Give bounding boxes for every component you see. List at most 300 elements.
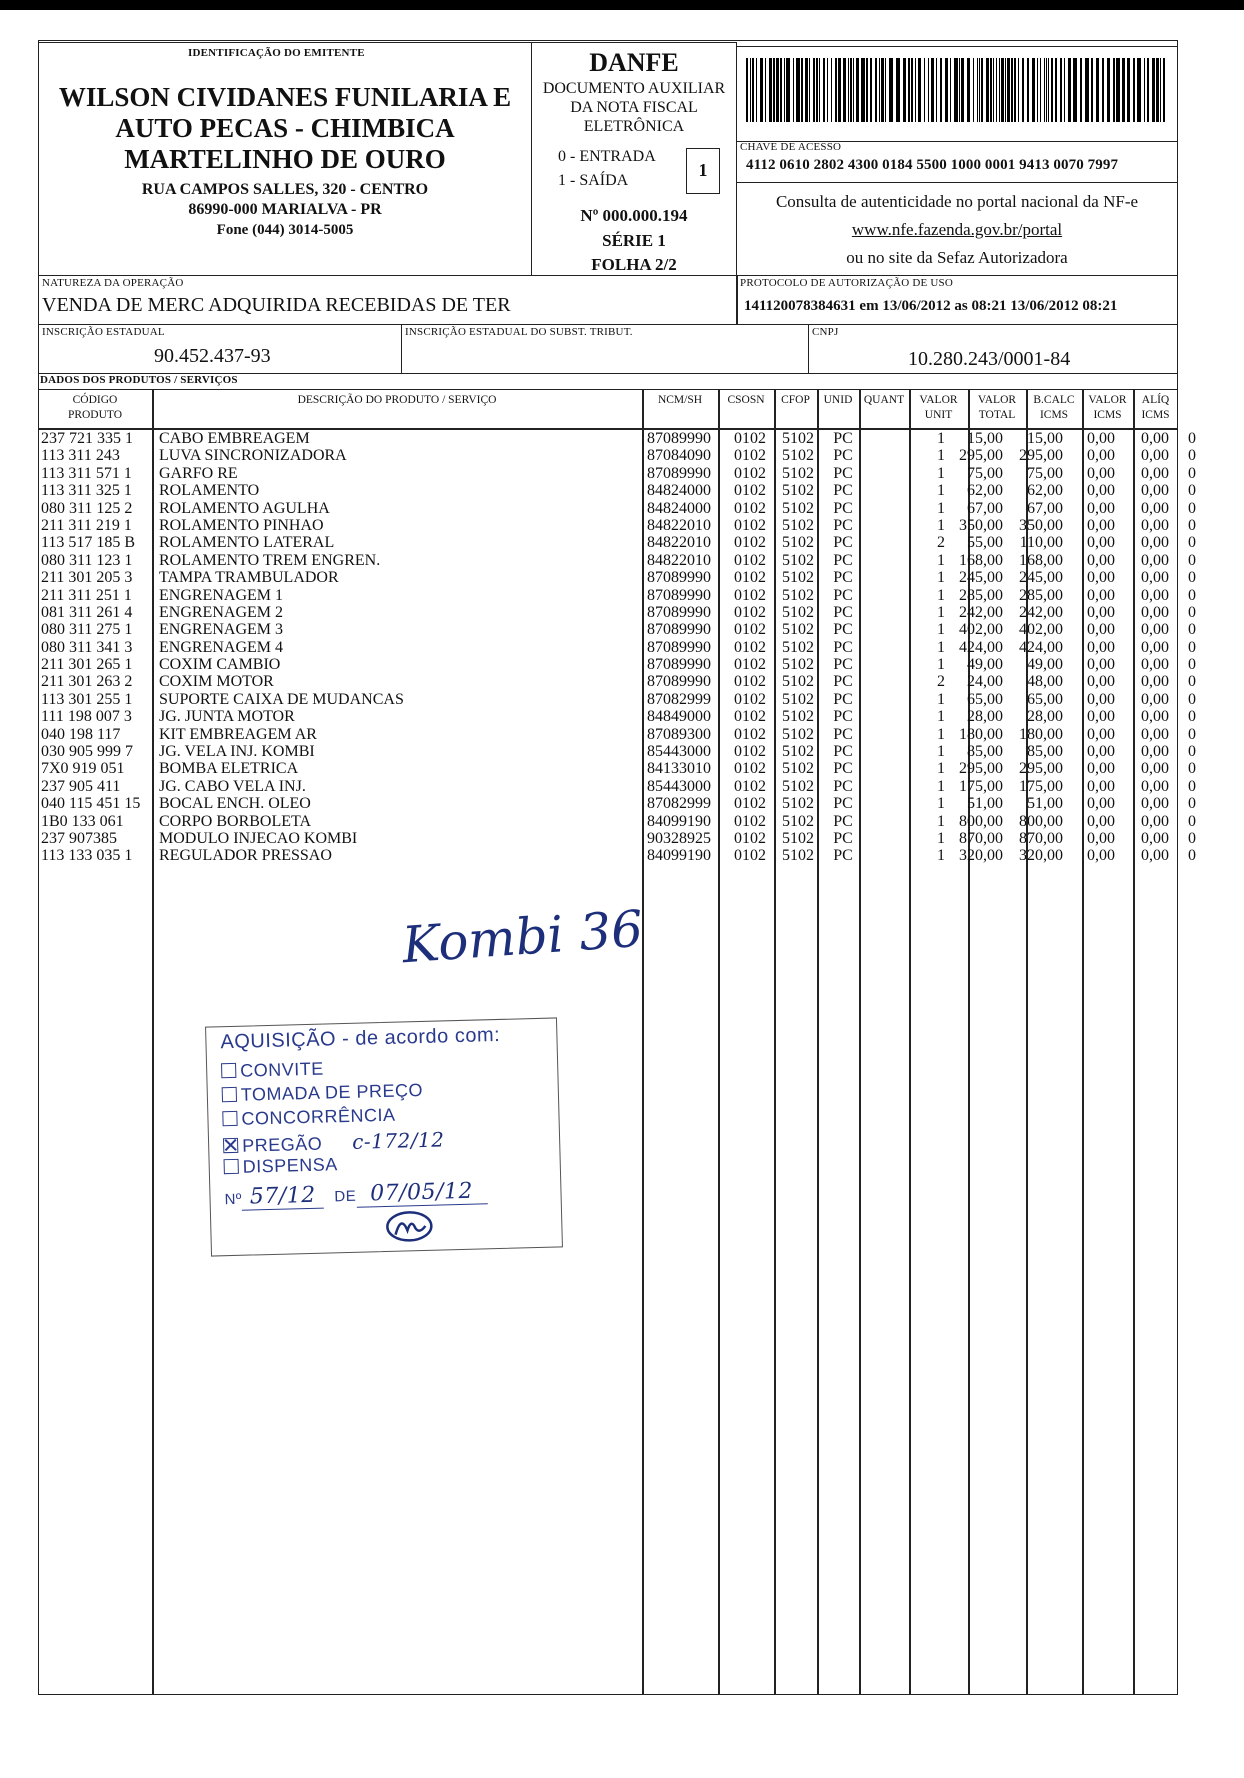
cell-descricao: COXIM CAMBIO xyxy=(159,656,281,674)
handwritten-note: Kombi 36 xyxy=(400,899,645,975)
emitente-label: IDENTIFICAÇÃO DO EMITENTE xyxy=(188,47,365,59)
cell-quant: 1 xyxy=(937,847,945,865)
cell-bcalc-icms: 0,00 xyxy=(1087,743,1115,761)
cnpj-value: 10.280.243/0001-84 xyxy=(908,348,1071,370)
cell-csosn: 0102 xyxy=(734,534,766,552)
cell-valor-unit: 245,00 xyxy=(959,569,1003,587)
cell-valor-icms: 0,00 xyxy=(1141,464,1169,482)
th-quant: QUANT xyxy=(863,394,905,406)
danfe-numero: Nº 000.000.194 xyxy=(580,206,688,225)
cell-unid: PC xyxy=(833,516,853,534)
cell-codigo: 080 311 341 3 xyxy=(41,638,133,656)
danfe-sub-2: DA NOTA FISCAL xyxy=(570,99,698,116)
cell-valor-total: 51,00 xyxy=(1027,795,1063,813)
cell-ncm: 84824000 xyxy=(647,499,711,517)
cell-unid: PC xyxy=(833,586,853,604)
cell-valor-icms: 0,00 xyxy=(1141,551,1169,569)
chave-value: 4112 0610 2802 4300 0184 5500 1000 0001 9413 0070 7997 xyxy=(746,157,1119,173)
cell-bcalc-icms: 0,00 xyxy=(1087,847,1115,865)
cell-valor-total: 350,00 xyxy=(1019,516,1063,534)
cell-cfop: 5102 xyxy=(782,638,814,656)
protocolo-value: 141120078384631 em 13/06/2012 as 08:21 13/06/2012 08:21 xyxy=(744,298,1118,314)
cell-bcalc-icms: 0,00 xyxy=(1087,777,1115,795)
danfe-sub-3: ELETRÔNICA xyxy=(583,118,685,135)
cell-aliq-icms: 0 xyxy=(1188,708,1196,726)
cell-csosn: 0102 xyxy=(734,829,766,847)
cell-aliq-icms: 0 xyxy=(1188,430,1196,447)
cell-codigo: 080 311 123 1 xyxy=(41,551,133,569)
cell-valor-icms: 0,00 xyxy=(1141,603,1169,621)
stamp-numero-line: Nº 57/12 DE 07/05/12 xyxy=(224,1178,487,1210)
danfe-saida: 1 - SAÍDA xyxy=(558,172,629,189)
cell-bcalc-icms: 0,00 xyxy=(1087,551,1115,569)
cell-ncm: 87089990 xyxy=(647,569,711,587)
cell-quant: 1 xyxy=(937,812,945,830)
checkbox-icon xyxy=(222,1111,237,1126)
cell-aliq-icms: 0 xyxy=(1188,795,1196,813)
cell-bcalc-icms: 0,00 xyxy=(1087,725,1115,743)
cell-aliq-icms: 0 xyxy=(1188,569,1196,587)
cell-ncm: 84099190 xyxy=(647,812,711,830)
cell-descricao: BOCAL ENCH. OLEO xyxy=(159,795,311,813)
emitente-address: RUA CAMPOS SALLES, 320 - CENTRO xyxy=(141,181,429,198)
cell-valor-total: 295,00 xyxy=(1019,760,1063,778)
cell-cfop: 5102 xyxy=(782,499,814,517)
cell-descricao: MODULO INJECAO KOMBI xyxy=(159,829,358,847)
cell-valor-icms: 0,00 xyxy=(1141,447,1169,465)
cell-codigo: 030 905 999 7 xyxy=(41,743,133,761)
cell-valor-unit: 168,00 xyxy=(959,551,1003,569)
cell-codigo: 237 721 335 1 xyxy=(41,430,133,447)
cell-quant: 2 xyxy=(937,673,945,691)
th-bc-2: ICMS xyxy=(1039,409,1069,421)
cell-valor-unit: 55,00 xyxy=(967,534,1003,552)
cell-csosn: 0102 xyxy=(734,638,766,656)
cell-valor-total: 242,00 xyxy=(1019,603,1063,621)
cell-codigo: 211 301 263 2 xyxy=(41,673,133,691)
cell-codigo: 111 198 007 3 xyxy=(41,708,132,726)
chave-consulta-2: ou no site da Sefaz Autorizadora xyxy=(846,248,1068,267)
cell-cfop: 5102 xyxy=(782,777,814,795)
cell-valor-unit: 67,00 xyxy=(967,499,1003,517)
cell-descricao: BOMBA ELETRICA xyxy=(159,760,299,778)
cell-valor-total: 62,00 xyxy=(1027,482,1063,500)
danfe-title: DANFE xyxy=(589,48,679,77)
cell-descricao: ENGRENAGEM 1 xyxy=(159,586,283,604)
cell-ncm: 87089990 xyxy=(647,621,711,639)
cell-codigo: 1B0 133 061 xyxy=(41,812,124,830)
cell-descricao: ROLAMENTO LATERAL xyxy=(159,534,335,552)
barcode-image xyxy=(746,58,1166,122)
cell-descricao: ENGRENAGEM 4 xyxy=(159,638,283,656)
cell-valor-icms: 0,00 xyxy=(1141,656,1169,674)
cell-csosn: 0102 xyxy=(734,586,766,604)
cell-unid: PC xyxy=(833,656,853,674)
cell-csosn: 0102 xyxy=(734,482,766,500)
th-unid: UNID xyxy=(823,394,853,406)
cell-descricao: KIT EMBREAGEM AR xyxy=(159,725,317,743)
cell-valor-unit: 65,00 xyxy=(967,690,1003,708)
stamp-opt-concorrencia: CONCORRÊNCIA xyxy=(222,1105,396,1131)
cell-csosn: 0102 xyxy=(734,725,766,743)
cell-valor-icms: 0,00 xyxy=(1141,795,1169,813)
cell-valor-icms: 0,00 xyxy=(1141,690,1169,708)
cell-valor-total: 110,00 xyxy=(1019,534,1063,552)
cell-descricao: CORPO BORBOLETA xyxy=(159,812,312,830)
cell-valor-unit: 85,00 xyxy=(967,743,1003,761)
th-vu-1: VALOR xyxy=(919,394,958,406)
danfe-entrada: 0 - ENTRADA xyxy=(558,148,656,165)
cell-ncm: 84822010 xyxy=(647,516,711,534)
aquisicao-stamp xyxy=(205,1017,563,1256)
checked-box-icon xyxy=(223,1138,238,1153)
cell-aliq-icms: 0 xyxy=(1188,638,1196,656)
cell-bcalc-icms: 0,00 xyxy=(1087,516,1115,534)
cell-aliq-icms: 0 xyxy=(1188,725,1196,743)
cell-quant: 1 xyxy=(937,708,945,726)
cell-bcalc-icms: 0,00 xyxy=(1087,430,1115,447)
natureza-label: NATUREZA DA OPERAÇÃO xyxy=(42,277,184,289)
cell-ncm: 87089990 xyxy=(647,656,711,674)
protocolo-label: PROTOCOLO DE AUTORIZAÇÃO DE USO xyxy=(740,277,953,289)
checkbox-icon xyxy=(222,1087,237,1102)
emitente-name-1: WILSON CIVIDANES FUNILARIA E xyxy=(58,82,512,112)
cell-unid: PC xyxy=(833,447,853,465)
cell-unid: PC xyxy=(833,534,853,552)
th-codigo-1: CÓDIGO xyxy=(72,394,118,406)
th-csosn: CSOSN xyxy=(727,394,765,406)
cell-cfop: 5102 xyxy=(782,551,814,569)
cell-valor-total: 180,00 xyxy=(1019,725,1063,743)
cell-cfop: 5102 xyxy=(782,586,814,604)
scan-top-band xyxy=(0,0,1244,10)
cell-valor-unit: 28,00 xyxy=(967,708,1003,726)
cell-valor-total: 320,00 xyxy=(1019,847,1063,865)
cell-csosn: 0102 xyxy=(734,795,766,813)
cell-codigo: 081 311 261 4 xyxy=(41,603,133,621)
cell-valor-icms: 0,00 xyxy=(1141,534,1169,552)
cell-cfop: 5102 xyxy=(782,847,814,865)
cell-bcalc-icms: 0,00 xyxy=(1087,673,1115,691)
cell-bcalc-icms: 0,00 xyxy=(1087,760,1115,778)
cell-cfop: 5102 xyxy=(782,812,814,830)
cell-valor-icms: 0,00 xyxy=(1141,725,1169,743)
cell-valor-total: 175,00 xyxy=(1019,777,1063,795)
cell-valor-total: 28,00 xyxy=(1027,708,1063,726)
cell-codigo: 237 907385 xyxy=(41,829,117,847)
cell-aliq-icms: 0 xyxy=(1188,516,1196,534)
danfe-sub-1: DOCUMENTO AUXILIAR xyxy=(542,80,726,97)
cell-valor-unit: 350,00 xyxy=(959,516,1003,534)
cell-aliq-icms: 0 xyxy=(1188,673,1196,691)
th-vt-1: VALOR xyxy=(977,394,1017,406)
cell-valor-icms: 0,00 xyxy=(1141,829,1169,847)
cell-quant: 1 xyxy=(937,638,945,656)
cell-csosn: 0102 xyxy=(734,551,766,569)
natureza-value: VENDA DE MERC ADQUIRIDA RECEBIDAS DE TER xyxy=(42,294,511,316)
stamp-opt-convite: CONVITE xyxy=(221,1059,324,1083)
emitente-city: 86990-000 MARIALVA - PR xyxy=(188,201,382,218)
cell-valor-unit: 175,00 xyxy=(959,777,1003,795)
cell-valor-total: 75,00 xyxy=(1027,464,1063,482)
cell-ncm: 85443000 xyxy=(647,743,711,761)
cell-descricao: REGULADOR PRESSAO xyxy=(159,847,332,865)
th-vi-2: ICMS xyxy=(1093,409,1122,421)
cell-ncm: 87089990 xyxy=(647,586,711,604)
cell-unid: PC xyxy=(833,673,853,691)
cell-descricao: ROLAMENTO TREM ENGREN. xyxy=(159,551,381,569)
cell-quant: 1 xyxy=(937,430,945,447)
cell-codigo: 113 311 571 1 xyxy=(41,464,132,482)
cell-cfop: 5102 xyxy=(782,743,814,761)
cell-valor-icms: 0,00 xyxy=(1141,708,1169,726)
cell-quant: 1 xyxy=(937,795,945,813)
cell-aliq-icms: 0 xyxy=(1188,777,1196,795)
cell-bcalc-icms: 0,00 xyxy=(1087,534,1115,552)
cell-cfop: 5102 xyxy=(782,673,814,691)
cell-aliq-icms: 0 xyxy=(1188,464,1196,482)
ie-label: INSCRIÇÃO ESTADUAL xyxy=(42,326,165,338)
cell-valor-icms: 0,00 xyxy=(1141,516,1169,534)
cell-cfop: 5102 xyxy=(782,603,814,621)
cell-ncm: 87089990 xyxy=(647,464,711,482)
cell-quant: 1 xyxy=(937,603,945,621)
cell-aliq-icms: 0 xyxy=(1188,690,1196,708)
cell-ncm: 87089300 xyxy=(647,725,711,743)
ie-value: 90.452.437-93 xyxy=(154,345,271,367)
cell-quant: 1 xyxy=(937,464,945,482)
cell-codigo: 211 301 205 3 xyxy=(41,569,133,587)
cell-unid: PC xyxy=(833,708,853,726)
cell-ncm: 87089990 xyxy=(647,673,711,691)
cell-csosn: 0102 xyxy=(734,569,766,587)
cell-bcalc-icms: 0,00 xyxy=(1087,447,1115,465)
cell-descricao: COXIM MOTOR xyxy=(159,673,274,691)
cell-ncm: 84849000 xyxy=(647,708,711,726)
cell-aliq-icms: 0 xyxy=(1188,482,1196,500)
cell-codigo: 113 311 243 xyxy=(41,447,120,465)
ie-st-label: INSCRIÇÃO ESTADUAL DO SUBST. TRIBUT. xyxy=(405,326,633,338)
cell-valor-unit: 242,00 xyxy=(959,603,1003,621)
cell-valor-unit: 75,00 xyxy=(967,464,1003,482)
cell-aliq-icms: 0 xyxy=(1188,829,1196,847)
cell-ncm: 84822010 xyxy=(647,534,711,552)
cell-unid: PC xyxy=(833,638,853,656)
cell-codigo: 113 133 035 1 xyxy=(41,847,133,865)
cell-cfop: 5102 xyxy=(782,656,814,674)
cell-quant: 2 xyxy=(937,534,945,552)
cell-valor-unit: 15,00 xyxy=(967,430,1003,447)
cell-valor-icms: 0,00 xyxy=(1141,569,1169,587)
cnpj-label: CNPJ xyxy=(812,326,839,338)
cell-valor-icms: 0,00 xyxy=(1141,586,1169,604)
cell-bcalc-icms: 0,00 xyxy=(1087,586,1115,604)
cell-quant: 1 xyxy=(937,447,945,465)
cell-unid: PC xyxy=(833,847,853,865)
cell-descricao: TAMPA TRAMBULADOR xyxy=(159,569,339,587)
cell-unid: PC xyxy=(833,743,853,761)
cell-codigo: 237 905 411 xyxy=(41,777,121,795)
cell-aliq-icms: 0 xyxy=(1188,551,1196,569)
cell-valor-icms: 0,00 xyxy=(1141,777,1169,795)
cell-valor-total: 800,00 xyxy=(1019,812,1063,830)
cell-quant: 1 xyxy=(937,656,945,674)
cell-cfop: 5102 xyxy=(782,447,814,465)
cell-cfop: 5102 xyxy=(782,482,814,500)
cell-ncm: 87089990 xyxy=(647,603,711,621)
cell-valor-total: 285,00 xyxy=(1019,586,1063,604)
cell-descricao: CABO EMBREAGEM xyxy=(159,430,310,447)
cell-valor-unit: 62,00 xyxy=(967,482,1003,500)
cell-cfop: 5102 xyxy=(782,569,814,587)
cell-descricao: JG. JUNTA MOTOR xyxy=(159,708,295,726)
cell-csosn: 0102 xyxy=(734,847,766,865)
emitente-name-3: MARTELINHO DE OURO xyxy=(124,144,446,174)
cell-bcalc-icms: 0,00 xyxy=(1087,708,1115,726)
cell-descricao: LUVA SINCRONIZADORA xyxy=(159,447,347,465)
cell-codigo: 113 517 185 B xyxy=(41,534,136,552)
cell-codigo: 040 115 451 15 xyxy=(41,795,141,813)
cell-csosn: 0102 xyxy=(734,708,766,726)
cell-valor-icms: 0,00 xyxy=(1141,743,1169,761)
cell-valor-unit: 49,00 xyxy=(967,656,1003,674)
cell-ncm: 85443000 xyxy=(647,777,711,795)
cell-valor-total: 48,00 xyxy=(1027,673,1063,691)
danfe-folha: FOLHA 2/2 xyxy=(591,255,677,274)
cell-valor-unit: 295,00 xyxy=(959,760,1003,778)
cell-ncm: 87082999 xyxy=(647,690,711,708)
cell-quant: 1 xyxy=(937,621,945,639)
cell-quant: 1 xyxy=(937,743,945,761)
stamp-opt-dispensa: DISPENSA xyxy=(223,1154,338,1178)
cell-ncm: 84099190 xyxy=(647,847,711,865)
danfe-serie: SÉRIE 1 xyxy=(602,231,666,250)
cell-valor-total: 67,00 xyxy=(1027,499,1063,517)
cell-aliq-icms: 0 xyxy=(1188,447,1196,465)
cell-ncm: 87084090 xyxy=(647,447,711,465)
cell-valor-unit: 402,00 xyxy=(959,621,1003,639)
cell-valor-icms: 0,00 xyxy=(1141,430,1169,447)
cell-valor-icms: 0,00 xyxy=(1141,760,1169,778)
cell-valor-unit: 320,00 xyxy=(959,847,1003,865)
cell-codigo: 080 311 275 1 xyxy=(41,621,133,639)
cell-cfop: 5102 xyxy=(782,621,814,639)
cell-valor-icms: 0,00 xyxy=(1141,621,1169,639)
cell-aliq-icms: 0 xyxy=(1188,603,1196,621)
cell-quant: 1 xyxy=(937,569,945,587)
stamp-pregao-ref: c-172/12 xyxy=(351,1127,445,1154)
cell-bcalc-icms: 0,00 xyxy=(1087,621,1115,639)
cell-descricao: GARFO RE xyxy=(159,464,238,482)
cell-descricao: ENGRENAGEM 3 xyxy=(159,621,283,639)
cell-bcalc-icms: 0,00 xyxy=(1087,464,1115,482)
cell-descricao: JG. CABO VELA INJ. xyxy=(159,777,306,795)
cell-quant: 1 xyxy=(937,482,945,500)
cell-valor-icms: 0,00 xyxy=(1141,673,1169,691)
th-vi-1: VALOR xyxy=(1088,394,1127,406)
cell-quant: 1 xyxy=(937,777,945,795)
initials-signature xyxy=(381,1208,442,1246)
cell-unid: PC xyxy=(833,690,853,708)
cell-csosn: 0102 xyxy=(734,603,766,621)
cell-csosn: 0102 xyxy=(734,430,766,447)
cell-bcalc-icms: 0,00 xyxy=(1087,603,1115,621)
cell-valor-unit: 51,00 xyxy=(967,795,1003,813)
cell-unid: PC xyxy=(833,777,853,795)
cell-ncm: 90328925 xyxy=(647,829,711,847)
cell-descricao: JG. VELA INJ. KOMBI xyxy=(159,743,315,761)
cell-unid: PC xyxy=(833,760,853,778)
th-al-1: ALÍQ xyxy=(1141,394,1170,406)
cell-bcalc-icms: 0,00 xyxy=(1087,795,1115,813)
chave-url[interactable]: www.nfe.fazenda.gov.br/portal xyxy=(851,220,1063,239)
cell-aliq-icms: 0 xyxy=(1188,621,1196,639)
cell-unid: PC xyxy=(833,603,853,621)
cell-csosn: 0102 xyxy=(734,464,766,482)
cell-codigo: 211 301 265 1 xyxy=(41,656,133,674)
cell-valor-total: 168,00 xyxy=(1019,551,1063,569)
cell-bcalc-icms: 0,00 xyxy=(1087,812,1115,830)
cell-quant: 1 xyxy=(937,499,945,517)
cell-quant: 1 xyxy=(937,586,945,604)
emitente-phone: Fone (044) 3014-5005 xyxy=(216,222,354,238)
cell-cfop: 5102 xyxy=(782,464,814,482)
cell-valor-icms: 0,00 xyxy=(1141,499,1169,517)
cell-csosn: 0102 xyxy=(734,656,766,674)
cell-valor-unit: 24,00 xyxy=(967,673,1003,691)
cell-unid: PC xyxy=(833,569,853,587)
cell-aliq-icms: 0 xyxy=(1188,586,1196,604)
cell-valor-total: 402,00 xyxy=(1019,621,1063,639)
cell-unid: PC xyxy=(833,812,853,830)
th-bc-1: B.CALC xyxy=(1033,394,1075,406)
cell-descricao: ROLAMENTO xyxy=(159,482,260,500)
th-cfop: CFOP xyxy=(781,394,810,406)
cell-bcalc-icms: 0,00 xyxy=(1087,569,1115,587)
cell-bcalc-icms: 0,00 xyxy=(1087,482,1115,500)
th-vt-2: TOTAL xyxy=(978,409,1016,421)
cell-csosn: 0102 xyxy=(734,516,766,534)
cell-valor-unit: 180,00 xyxy=(959,725,1003,743)
col-sep xyxy=(642,389,644,1695)
cell-descricao: ENGRENAGEM 2 xyxy=(159,603,283,621)
cell-csosn: 0102 xyxy=(734,621,766,639)
cell-quant: 1 xyxy=(937,551,945,569)
cell-csosn: 0102 xyxy=(734,673,766,691)
cell-codigo: 080 311 125 2 xyxy=(41,499,133,517)
cell-unid: PC xyxy=(833,464,853,482)
cell-cfop: 5102 xyxy=(782,430,814,447)
cell-cfop: 5102 xyxy=(782,516,814,534)
checkbox-icon xyxy=(224,1159,239,1174)
checkbox-icon xyxy=(221,1063,236,1078)
emitente-name-2: AUTO PECAS - CHIMBICA xyxy=(115,113,455,143)
danfe-tipo: 1 xyxy=(698,160,708,180)
cell-aliq-icms: 0 xyxy=(1188,847,1196,865)
cell-cfop: 5102 xyxy=(782,795,814,813)
cell-unid: PC xyxy=(833,795,853,813)
cell-aliq-icms: 0 xyxy=(1188,656,1196,674)
chave-consulta-1: Consulta de autenticidade no portal nacional da NF-e xyxy=(775,192,1139,211)
cell-unid: PC xyxy=(833,829,853,847)
cell-ncm: 87089990 xyxy=(647,638,711,656)
cell-valor-total: 85,00 xyxy=(1027,743,1063,761)
cell-valor-icms: 0,00 xyxy=(1141,847,1169,865)
cell-valor-unit: 424,00 xyxy=(959,638,1003,656)
cell-descricao: ROLAMENTO AGULHA xyxy=(159,499,330,517)
cell-valor-icms: 0,00 xyxy=(1141,638,1169,656)
cell-quant: 1 xyxy=(937,725,945,743)
